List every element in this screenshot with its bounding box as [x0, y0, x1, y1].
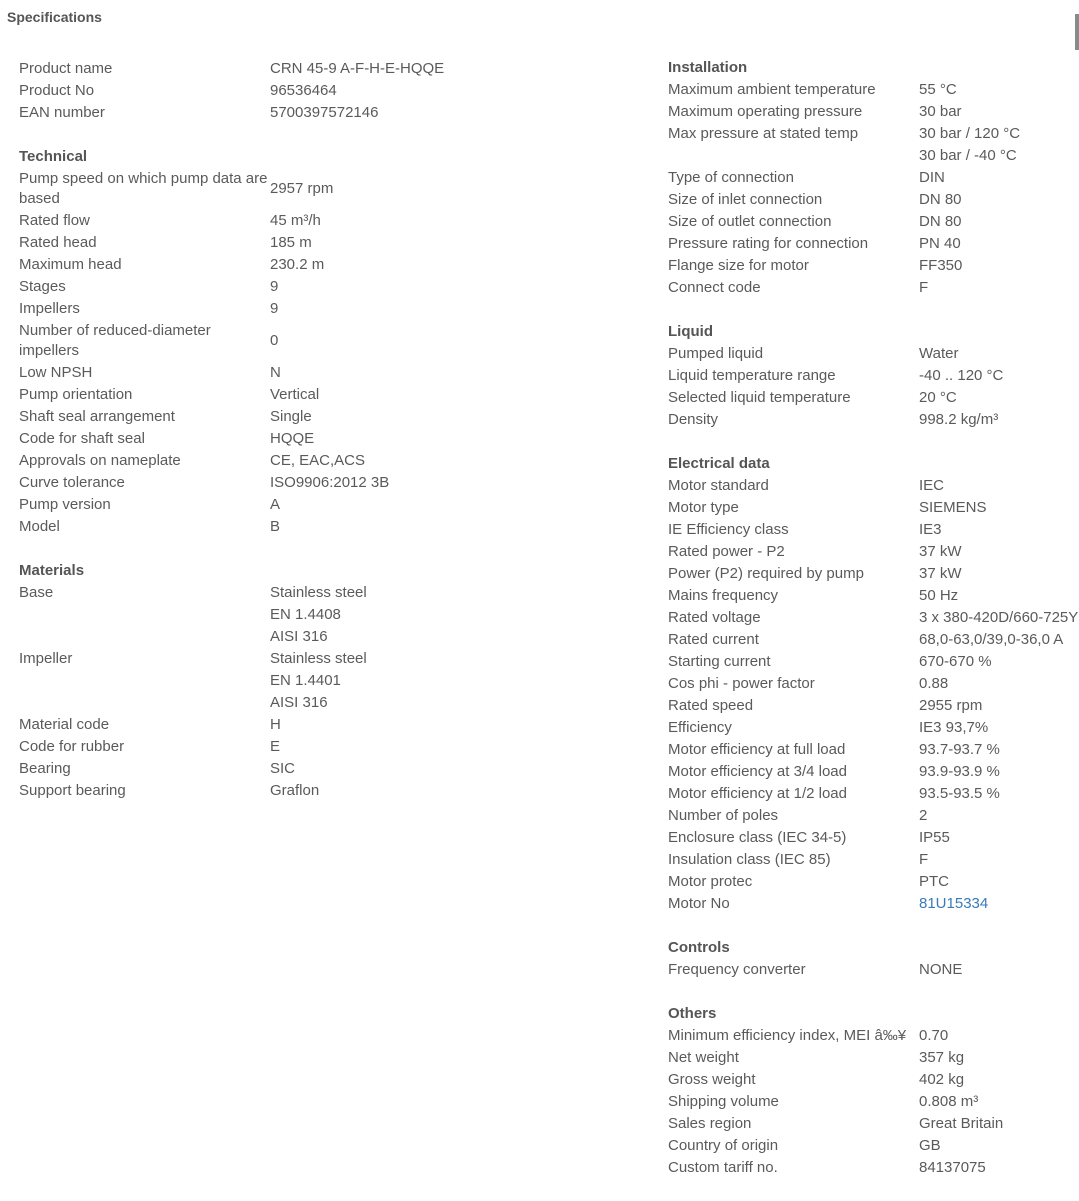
spec-label: Material code	[19, 716, 110, 733]
spec-label: Sales region	[668, 1115, 752, 1132]
spec-value: 2957 rpm	[270, 180, 334, 197]
section-title: Others	[668, 1005, 717, 1022]
spec-row	[668, 673, 1079, 695]
spec-section-liquid	[668, 321, 1079, 431]
spec-label: Minimum efficiency index, MEI â‰¥	[668, 1027, 907, 1044]
spec-value: 0	[270, 332, 279, 349]
spec-section-general	[19, 58, 639, 124]
spec-label: Density	[668, 411, 719, 428]
spec-row	[19, 320, 639, 362]
spec-row	[668, 211, 1079, 233]
spec-value: ISO9906:2012 3B	[270, 474, 390, 491]
spec-row	[668, 1091, 1079, 1113]
spec-row	[19, 168, 639, 210]
spec-row	[668, 563, 1079, 585]
spec-label: Mains frequency	[668, 587, 779, 604]
spec-value: N	[270, 364, 281, 381]
spec-label: Pressure rating for connection	[668, 235, 869, 252]
spec-row	[668, 277, 1079, 299]
spec-label: Maximum operating pressure	[668, 103, 863, 120]
spec-label: Enclosure class (IEC 34-5)	[668, 829, 847, 846]
spec-label: Impeller	[19, 650, 73, 667]
spec-row	[668, 585, 1079, 607]
spec-row	[668, 101, 1079, 123]
spec-row	[668, 497, 1079, 519]
spec-value: EN 1.4401	[270, 672, 341, 689]
spec-value: 37 kW	[919, 565, 962, 582]
spec-value: Stainless steel	[270, 584, 367, 601]
spec-row	[668, 1157, 1079, 1179]
spec-value: EN 1.4408	[270, 606, 341, 623]
spec-row	[19, 494, 639, 516]
spec-row	[668, 365, 1079, 387]
spec-value: F	[919, 851, 929, 868]
spec-value: H	[270, 716, 281, 733]
spec-value: 185 m	[270, 234, 312, 251]
spec-label: Pump version	[19, 496, 111, 513]
spec-column-left	[19, 58, 639, 824]
spec-row	[19, 362, 639, 384]
spec-value: -40 .. 120 °C	[919, 367, 1004, 384]
spec-label: Motor No	[668, 895, 730, 912]
spec-row	[668, 959, 1079, 981]
spec-row	[19, 428, 639, 450]
spec-value: Graflon	[270, 782, 320, 799]
spec-value: IE3	[919, 521, 942, 538]
spec-value: 230.2 m	[270, 256, 325, 273]
spec-value: A	[270, 496, 281, 513]
spec-value: HQQE	[270, 430, 315, 447]
spec-row	[19, 450, 639, 472]
spec-label: Connect code	[668, 279, 761, 296]
spec-section-others	[668, 1003, 1079, 1179]
spec-value: FF350	[919, 257, 963, 274]
spec-value: 37 kW	[919, 543, 962, 560]
spec-row	[19, 384, 639, 406]
spec-row	[668, 783, 1079, 805]
spec-label: Maximum head	[19, 256, 122, 273]
spec-label: Flange size for motor	[668, 257, 809, 274]
spec-value: 96536464	[270, 82, 337, 99]
spec-row	[19, 210, 639, 232]
spec-row	[668, 827, 1079, 849]
spec-label: Product name	[19, 60, 113, 77]
spec-label: Low NPSH	[19, 364, 93, 381]
spec-label: Number of poles	[668, 807, 779, 824]
spec-section-technical	[19, 146, 639, 538]
motor-no-link[interactable]: 81U15334	[919, 895, 989, 912]
spec-value: 670-670 %	[919, 653, 992, 670]
spec-value: 20 °C	[919, 389, 957, 406]
spec-label: Size of inlet connection	[668, 191, 823, 208]
spec-label: Rated power - P2	[668, 543, 785, 560]
spec-value: 30 bar / 120 °C	[919, 125, 1021, 142]
spec-row	[668, 871, 1079, 893]
spec-value: NONE	[919, 961, 963, 978]
spec-value: 357 kg	[919, 1049, 965, 1066]
spec-row	[668, 233, 1079, 255]
spec-row	[19, 232, 639, 254]
spec-label: Pump speed on which pump data are based	[19, 170, 268, 207]
spec-value: AISI 316	[270, 628, 328, 645]
spec-row	[668, 651, 1079, 673]
spec-value: 5700397572146	[270, 104, 379, 121]
spec-label: Pump orientation	[19, 386, 133, 403]
spec-section-installation	[668, 57, 1079, 299]
spec-row	[19, 80, 639, 102]
spec-label: Cos phi - power factor	[668, 675, 815, 692]
spec-value: F	[919, 279, 929, 296]
spec-label: Maximum ambient temperature	[668, 81, 876, 98]
spec-row	[668, 805, 1079, 827]
spec-section-controls	[668, 937, 1079, 981]
spec-value: E	[270, 738, 281, 755]
spec-section-electrical-data	[668, 453, 1079, 915]
spec-label: Pumped liquid	[668, 345, 764, 362]
spec-value: DIN	[919, 169, 945, 186]
spec-label: Stages	[19, 278, 66, 295]
spec-value: Stainless steel	[270, 650, 367, 667]
spec-row	[668, 189, 1079, 211]
spec-label: Model	[19, 518, 60, 535]
spec-label: Code for shaft seal	[19, 430, 145, 447]
spec-value: DN 80	[919, 191, 962, 208]
spec-label: Size of outlet connection	[668, 213, 832, 230]
spec-value: IEC	[919, 477, 945, 494]
spec-label: Shaft seal arrangement	[19, 408, 175, 425]
spec-label: EAN number	[19, 104, 105, 121]
spec-label: Frequency converter	[668, 961, 806, 978]
spec-label: Gross weight	[668, 1071, 756, 1088]
spec-row	[668, 893, 1079, 915]
spec-value: 30 bar	[919, 103, 962, 120]
spec-value: 45 m³/h	[270, 212, 321, 229]
spec-label: Motor type	[668, 499, 739, 516]
spec-value: 93.5-93.5 %	[919, 785, 1000, 802]
spec-label: IE Efficiency class	[668, 521, 789, 538]
spec-label: Custom tariff no.	[668, 1159, 778, 1176]
spec-label: Curve tolerance	[19, 474, 125, 491]
spec-row	[668, 387, 1079, 409]
spec-label: Rated current	[668, 631, 759, 648]
spec-label: Motor efficiency at full load	[668, 741, 846, 758]
spec-label: Rated head	[19, 234, 97, 251]
spec-label: Code for rubber	[19, 738, 125, 755]
spec-value: 30 bar / -40 °C	[919, 147, 1017, 164]
section-title: Liquid	[668, 323, 713, 340]
spec-value: PN 40	[919, 235, 961, 252]
spec-label: Product No	[19, 82, 95, 99]
spec-row	[19, 58, 639, 80]
spec-value: B	[270, 518, 281, 535]
spec-row	[668, 1069, 1079, 1091]
spec-row	[19, 582, 639, 648]
spec-row	[19, 254, 639, 276]
section-title: Technical	[19, 148, 88, 165]
spec-label: Impellers	[19, 300, 80, 317]
spec-value: 68,0-63,0/39,0-36,0 A	[919, 631, 1064, 648]
spec-row	[668, 717, 1079, 739]
spec-row	[668, 519, 1079, 541]
spec-value: 9	[270, 278, 279, 295]
spec-row	[668, 123, 1079, 167]
spec-row	[668, 1025, 1079, 1047]
spec-label: Motor efficiency at 3/4 load	[668, 763, 847, 780]
spec-row	[19, 298, 639, 320]
spec-value: Great Britain	[919, 1115, 1004, 1132]
spec-label: Country of origin	[668, 1137, 779, 1154]
section-title: Controls	[668, 939, 730, 956]
spec-value: 55 °C	[919, 81, 957, 98]
spec-value: 84137075	[919, 1159, 986, 1176]
spec-value: IE3 93,7%	[919, 719, 989, 736]
spec-label: Max pressure at stated temp	[668, 125, 859, 142]
spec-column-right	[668, 57, 1079, 1201]
spec-row	[19, 648, 639, 714]
spec-value: 50 Hz	[919, 587, 959, 604]
spec-value: 2	[919, 807, 928, 824]
spec-row	[19, 758, 639, 780]
spec-label: Approvals on nameplate	[19, 452, 181, 469]
spec-row	[668, 1113, 1079, 1135]
spec-row	[19, 736, 639, 758]
spec-row	[19, 276, 639, 298]
spec-label: Rated voltage	[668, 609, 761, 626]
spec-label: Selected liquid temperature	[668, 389, 851, 406]
spec-value: CE, EAC,ACS	[270, 452, 366, 469]
spec-label: Bearing	[19, 760, 71, 777]
spec-label: Motor protec	[668, 873, 753, 890]
spec-row	[668, 167, 1079, 189]
spec-value: 93.7-93.7 %	[919, 741, 1000, 758]
spec-label: Type of connection	[668, 169, 794, 186]
spec-value: Single	[270, 408, 312, 425]
spec-row	[668, 541, 1079, 563]
section-title: Electrical data	[668, 455, 770, 472]
spec-row	[668, 475, 1079, 497]
section-title: Installation	[668, 59, 748, 76]
spec-label: Motor efficiency at 1/2 load	[668, 785, 847, 802]
spec-label: Number of reduced-diameter impellers	[19, 322, 211, 359]
spec-value: Water	[919, 345, 959, 362]
spec-value: 0.70	[919, 1027, 949, 1044]
spec-value: 998.2 kg/m³	[919, 411, 999, 428]
spec-row	[19, 714, 639, 736]
spec-row	[668, 607, 1079, 629]
spec-label: Support bearing	[19, 782, 126, 799]
spec-section-materials	[19, 560, 639, 802]
spec-value: 3 x 380-420D/660-725Y	[919, 609, 1079, 626]
spec-row	[19, 406, 639, 428]
spec-label: Rated speed	[668, 697, 754, 714]
spec-label: Base	[19, 584, 54, 601]
spec-row	[668, 343, 1079, 365]
spec-value: Vertical	[270, 386, 320, 403]
spec-value: IP55	[919, 829, 950, 846]
spec-row	[668, 79, 1079, 101]
spec-label: Net weight	[668, 1049, 739, 1066]
spec-value: DN 80	[919, 213, 962, 230]
spec-label: Shipping volume	[668, 1093, 779, 1110]
spec-label: Motor standard	[668, 477, 769, 494]
spec-label: Efficiency	[668, 719, 732, 736]
spec-row	[668, 761, 1079, 783]
spec-label: Insulation class (IEC 85)	[668, 851, 831, 868]
spec-value: SIC	[270, 760, 296, 777]
spec-row	[668, 255, 1079, 277]
spec-row	[668, 1047, 1079, 1069]
spec-value: 93.9-93.9 %	[919, 763, 1000, 780]
spec-row	[19, 780, 639, 802]
spec-row	[668, 1135, 1079, 1157]
spec-value: GB	[919, 1137, 941, 1154]
spec-value: 2955 rpm	[919, 697, 983, 714]
spec-label: Power (P2) required by pump	[668, 565, 864, 582]
spec-row	[668, 849, 1079, 871]
page-title: Specifications	[7, 9, 102, 25]
spec-value: 0.808 m³	[919, 1093, 979, 1110]
spec-row	[668, 629, 1079, 651]
spec-value: 402 kg	[919, 1071, 965, 1088]
spec-value: AISI 316	[270, 694, 328, 711]
spec-row	[668, 739, 1079, 761]
spec-label: Rated flow	[19, 212, 90, 229]
spec-value: 0.88	[919, 675, 949, 692]
spec-value: CRN 45-9 A-F-H-E-HQQE	[270, 60, 445, 77]
section-title: Materials	[19, 562, 85, 579]
spec-row	[668, 695, 1079, 717]
spec-value: SIEMENS	[919, 499, 987, 516]
scrollbar-thumb[interactable]	[1075, 14, 1079, 50]
spec-label: Liquid temperature range	[668, 367, 836, 384]
spec-value: 9	[270, 300, 279, 317]
spec-row	[19, 516, 639, 538]
spec-row	[19, 472, 639, 494]
spec-row	[19, 102, 639, 124]
spec-label: Starting current	[668, 653, 771, 670]
spec-row	[668, 409, 1079, 431]
spec-value: PTC	[919, 873, 949, 890]
